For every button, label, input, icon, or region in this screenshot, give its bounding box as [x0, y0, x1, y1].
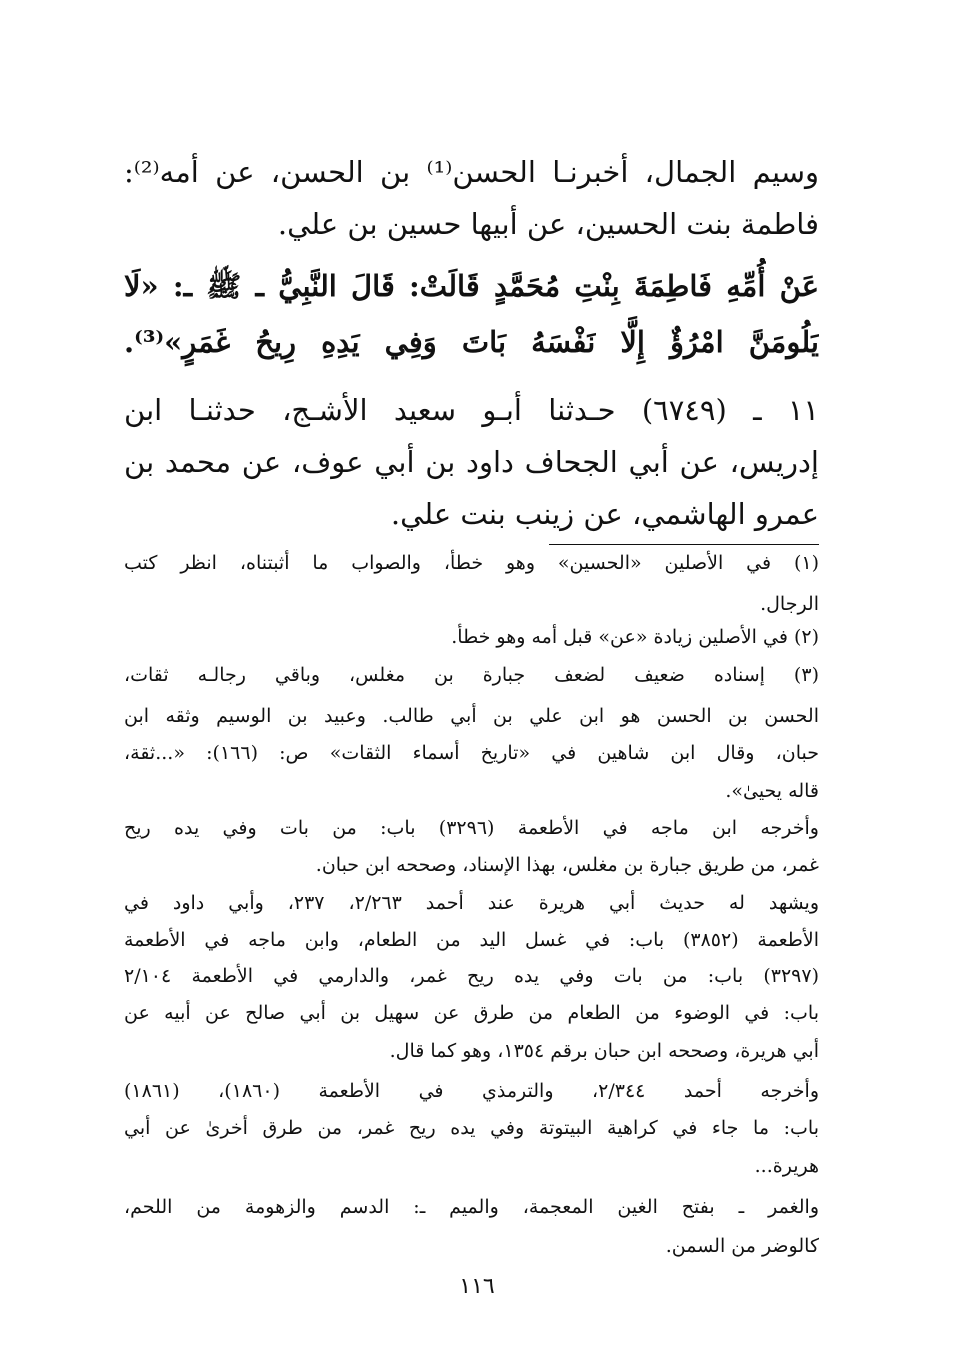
footnote-line: (٣٢٩٧) باب: من بات وفي يده ريح غمر، والدارمي في الأطعمة ٢/١٠٤ — [124, 965, 819, 987]
footnote-separator — [549, 544, 819, 545]
footnote-line: والغمر ـ بفتح الغين المعجمة، والميم ـ: الدسم والزهومة من اللحم، — [124, 1196, 819, 1218]
footnote-line: الأطعمة (٣٨٥٢) باب: في غسل اليد من الطعام، وابن ماجه في الأطعمة — [124, 929, 819, 951]
footnote-line: وأخرجه ابن ماجه في الأطعمة (٣٢٩٦) باب: من بات وفي يده ريح — [124, 817, 819, 839]
footnote-line: قاله يحيىٰ». — [725, 780, 819, 802]
main-text-line: ١١ ـ (٦٧٤٩) حـدثنا أبـو سعيد الأشـج، حدثنـا ابن — [124, 393, 819, 427]
page-number: ١١٦ — [459, 1274, 495, 1299]
hadith-text-line: عَنْ أُمِّهِ فَاطِمَةَ بِنْتِ مُحَمَّدٍ قَالَتْ: قَالَ النَّبِيُّ ـ ﷺ ـ: «لَا — [124, 269, 819, 303]
footnote-line: (١) في الأصلين «الحسين» وهو خطأ، والصواب ما أثبتناه، انظر كتب — [124, 552, 819, 574]
footnote-line: باب: في الوضوء من الطعام من طرق عن سهيل بن أبي صالح عن أبيه عن — [124, 1002, 819, 1024]
footnote-line: (٢) في الأصلين زيادة «عن» قبل أمه وهو خطأ. — [451, 626, 819, 648]
footnote-line: الحسن بن الحسن هو ابن علي بن أبي طالب. وعبيد بن الوسيم وثقه ابن — [124, 705, 819, 727]
main-text-line: وسيم الجمال، أخبرنـا الحسن⁽¹⁾ بن الحسن، عن أمه⁽²⁾: — [124, 155, 819, 189]
footnote-line: (٣) إسناده ضعيف لضعف جبارة بن مغلس، وباقي رجالـه ثقات، — [124, 664, 819, 686]
hadith-text-line: يَلُومَنَّ امْرُؤٌ إِلَّا نَفْسَهُ بَاتَ وَفِي يَدِهِ رِيحُ غَمَرٍ»⁽³⁾. — [124, 325, 819, 359]
footnote-line: باب: ما جاء في كراهية البيتوتة وفي يده ريح غمر، من طرق أخرىٰ عن أبي — [124, 1117, 819, 1139]
footnote-line: ويشهد له حديث أبي هريرة عند أحمد ٢/٢٦٣، ٢٣٧، وأبي داود في — [124, 892, 819, 914]
footnote-line: حبان، وقال ابن شاهين في «تاريخ أسماء الثقات» ص: (١٦٦): «...ثقة، — [124, 742, 819, 764]
main-text-line: عمرو الهاشمي، عن زينب بنت علي. — [390, 497, 819, 531]
main-text-line: فاطمة بنت الحسين، عن أبيها حسين بن علي. — [277, 207, 819, 241]
main-text-line: إدريس، عن أبي الجحاف داود بن أبي عوف، عن محمد بن — [124, 445, 819, 479]
footnote-line: أبي هريرة، وصححه ابن حبان برقم ١٣٥٤، وهو كما قال. — [389, 1040, 819, 1062]
footnote-line: كالوضر من السمن. — [665, 1235, 819, 1257]
footnote-line: وأخرجه أحمد ٢/٣٤٤، والترمذي في الأطعمة (١٨٦٠)، (١٨٦١) — [124, 1080, 819, 1102]
footnote-line: الرجال. — [760, 593, 819, 615]
footnote-line: هريرة... — [754, 1155, 819, 1177]
footnote-line: غمر، من طريق جبارة بن مغلس، بهذا الإسناد، وصححه ابن حبان. — [315, 854, 819, 876]
